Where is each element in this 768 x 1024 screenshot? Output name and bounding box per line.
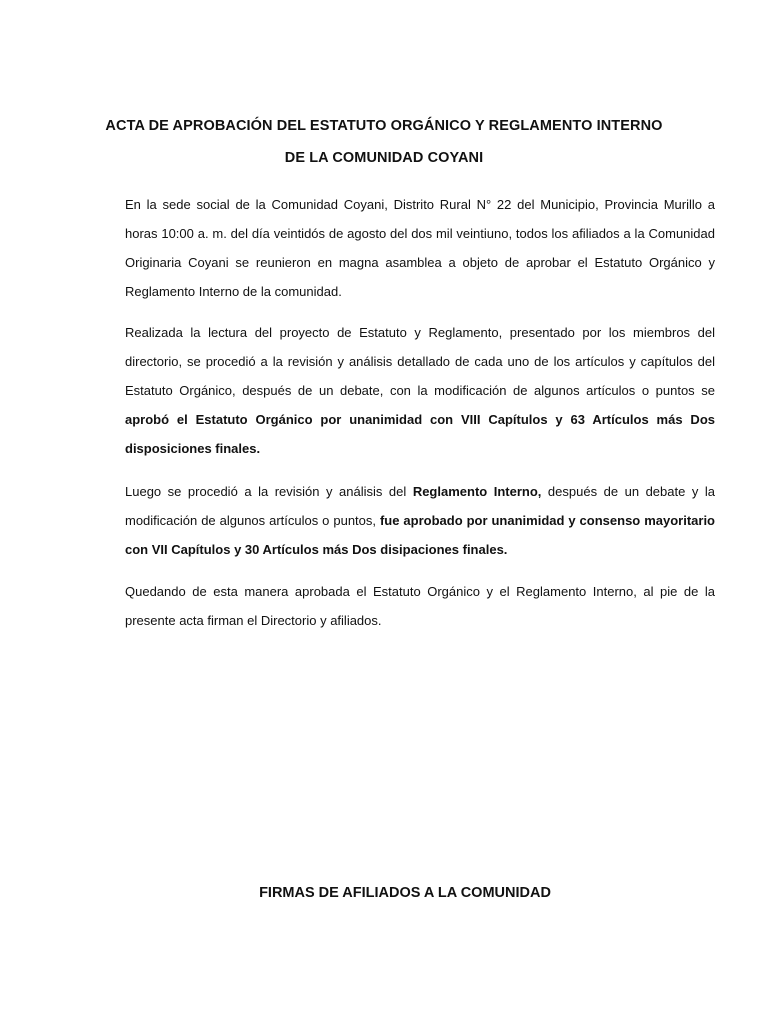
document-title-line-1: ACTA DE APROBACIÓN DEL ESTATUTO ORGÁNICO Y REGLAMENTO INTERNO — [105, 118, 663, 134]
paragraph-statute-text: Realizada la lectura del proyecto de Estatuto y Reglamento, presentado por los miembros del directorio, se procedió a la revisión y análisis detallado de cada uno de los artículos y capítulos del Estatuto Orgánico, después de un debate, con la modificación de algunos artículos o puntos se — [125, 325, 715, 398]
paragraph-regulation-name-bold: Reglamento Interno, — [412, 484, 542, 499]
paragraph-regulation-text-a: Luego se procedió a la revisión y análisis del — [125, 484, 413, 499]
paragraph-regulation-approval-bold: fue aprobado por unanimidad y consenso mayoritario con VII Capítulos y 30 Artículos más Dos disipaciones finales. — [125, 513, 715, 557]
document-title-line-2: DE LA COMUNIDAD COYANI — [284, 150, 484, 166]
paragraph-statute-approval-bold: aprobó el Estatuto Orgánico por unanimidad con VIII Capítulos y 63 Artículos más Dos disposiciones finales. — [125, 412, 715, 456]
signatures-heading: FIRMAS DE AFILIADOS A LA COMUNIDAD — [259, 885, 551, 901]
paragraph-regulation-approval — [125, 477, 715, 564]
paragraph-assembly-intro: En la sede social de la Comunidad Coyani, Distrito Rural N° 22 del Municipio, Provincia Murillo a horas 10:00 a. m. del día veintidós de agosto del dos mil veintiuno, todos los afiliados a la Comunidad Originaria Coyani se reunieron en magna asamblea a objeto de aprobar el Estatuto Orgánico y Reglamento Interno de la comunidad. — [125, 197, 715, 299]
paragraph-regulation-text-b: después de un debate y la modificación de algunos artículos o puntos, — [125, 484, 715, 528]
paragraph-statute-approval — [125, 318, 715, 463]
paragraph-closing: Quedando de esta manera aprobada el Estatuto Orgánico y el Reglamento Interno, al pie de la presente acta firman el Directorio y afiliados. — [125, 584, 715, 628]
